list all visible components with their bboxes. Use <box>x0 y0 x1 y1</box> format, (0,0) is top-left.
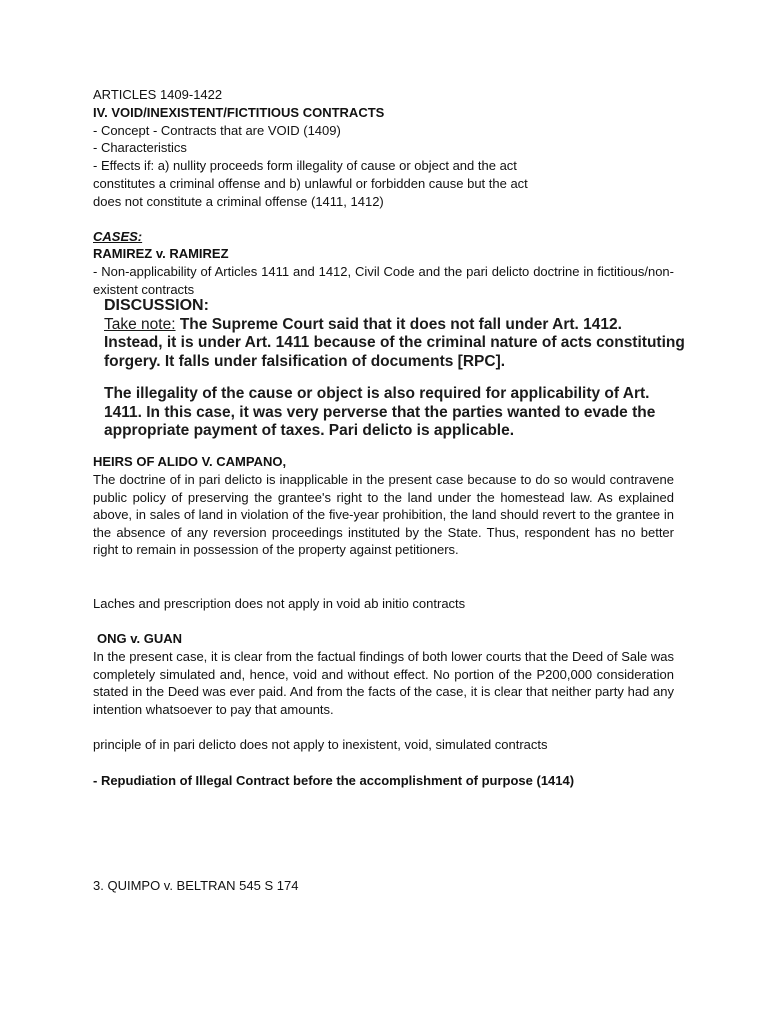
characteristics-line: - Characteristics <box>93 140 187 155</box>
discussion-line-2: Instead, it is under Art. 1411 because of the criminal nature of acts constituting <box>104 334 685 351</box>
effects-line-1: - Effects if: a) nullity proceeds form illegality of cause or object and the act <box>93 158 517 173</box>
principle-line: principle of in pari delicto does not apply to inexistent, void, simulated contracts <box>93 737 548 752</box>
case-ramirez-text: - Non-applicability of Articles 1411 and 1412, Civil Code and the pari delicto doctrine in fictitious/non-existent contracts <box>93 264 674 297</box>
case-ong-title: ONG v. GUAN <box>97 631 182 646</box>
discussion-line-1-text: The Supreme Court said that it does not fall under Art. 1412. <box>175 315 622 333</box>
articles-heading: ARTICLES 1409-1422 <box>93 87 223 102</box>
quimpo-line: 3. QUIMPO v. BELTRAN 545 S 174 <box>93 878 299 893</box>
discussion-line-6: appropriate payment of taxes. Pari delicto is applicable. <box>104 422 515 439</box>
discussion-block <box>104 297 685 441</box>
discussion-line-5: 1411. In this case, it was very perverse that the parties wanted to evade the <box>104 403 656 421</box>
discussion-line-4: The illegality of the cause or object is also required for applicability of Art. <box>104 385 650 402</box>
discussion-heading: DISCUSSION: <box>104 297 209 314</box>
discussion-line-3: forgery. It falls under falsification of documents [RPC]. <box>104 352 506 370</box>
repudiation-line: - Repudiation of Illegal Contract before the accomplishment of purpose (1414) <box>93 773 575 788</box>
case-alido-title: HEIRS OF ALIDO V. CAMPANO, <box>93 454 287 469</box>
case-alido-text: The doctrine of in pari delicto is inapplicable in the present case because to do so would contravene public policy of preserving the grantee's right to the land under the homestead law. As explained above, in sales of land in violation of the five-year prohibition, the land should revert to the grantee in the absence of any reversion proceedings instituted by the State. Thus, respondent has no better right to remain in possession of the property against petitioners. <box>93 472 674 558</box>
discussion-spacer <box>104 371 664 385</box>
discussion-line-1 <box>104 316 664 335</box>
effects-line-2: constitutes a criminal offense and b) unlawful or forbidden cause but the act <box>93 176 528 191</box>
case-ramirez-title: RAMIREZ v. RAMIREZ <box>93 246 229 261</box>
laches-line: Laches and prescription does not apply in void ab initio contracts <box>93 596 466 611</box>
effects-line-3: does not constitute a criminal offense (1411, 1412) <box>93 194 384 209</box>
take-note-label: Take note: <box>104 315 176 333</box>
case-ong-text: In the present case, it is clear from the factual findings of both lower courts that the Deed of Sale was completely simulated and, hence, void and without effect. No portion of the P200,000 consideration stated in the Deed was ever paid. And from the facts of the case, it is clear that neither party had any intention whatsoever to pay that amounts. <box>93 649 674 717</box>
section-title: IV. VOID/INEXISTENT/FICTITIOUS CONTRACTS <box>93 105 385 120</box>
cases-label: CASES: <box>93 229 143 244</box>
concept-line: - Concept - Contracts that are VOID (1409) <box>93 123 341 138</box>
